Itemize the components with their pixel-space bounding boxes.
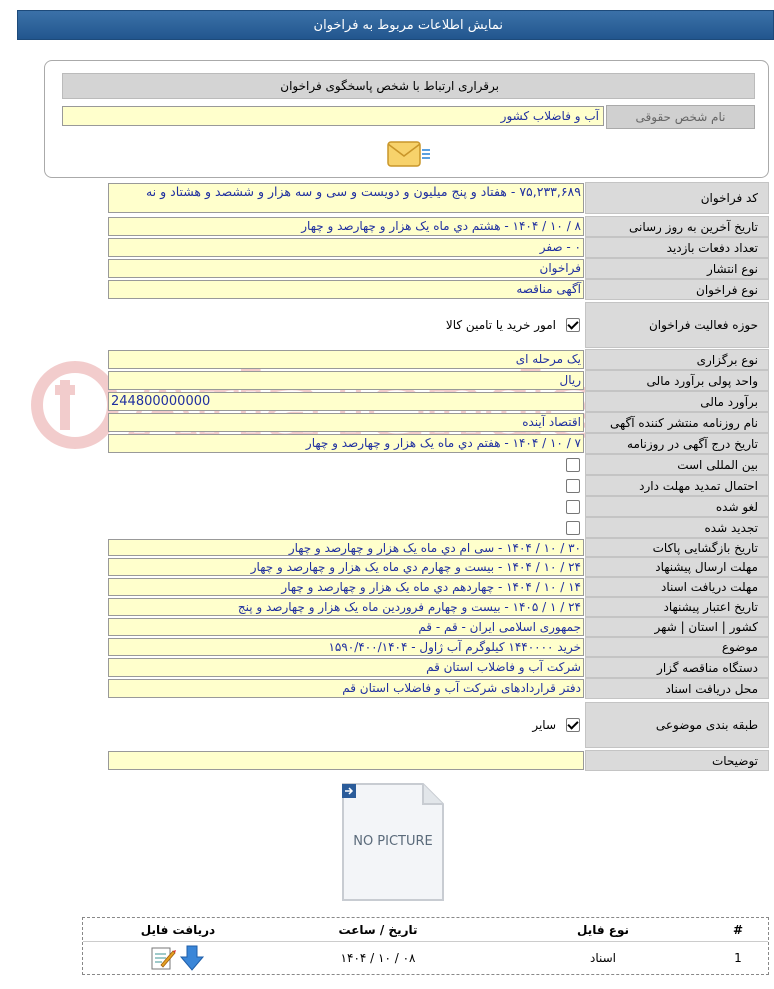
contact-heading (62, 73, 755, 99)
table-row (83, 942, 768, 975)
receive-place-label: محل دریافت اسناد (585, 678, 769, 699)
publish-type-value: فراخوان (108, 259, 584, 278)
renewed-area (108, 517, 584, 538)
organizer-label: دستگاه مناقصه گزار (585, 657, 769, 678)
last-update-label: تاریخ آخرین به روز رسانی (585, 216, 769, 237)
subject-value: خرید ۱۴۴۰۰۰۰ کیلوگرم آب ژاول - ۱۵۹۰/۴۰۰/۱۴۰۴ (108, 638, 584, 656)
row-category (108, 702, 769, 748)
row-open-date (108, 538, 769, 557)
location-value: جمهوری اسلامی ایران - قم - قم (108, 618, 584, 636)
currency-value: ریال (108, 371, 584, 390)
category-checkbox[interactable] (566, 718, 580, 732)
file-date: ۱۴۰۴ / ۱۰ / ۰۸ (340, 951, 416, 965)
last-update-value: ۸ / ۱۰ / ۱۴۰۴ - هشتم دي ماه یک هزار و چهارصد و چهار (108, 217, 584, 236)
row-renewed (108, 517, 769, 538)
category-value: سایر (532, 718, 556, 732)
activity-checkbox[interactable] (566, 318, 580, 332)
newspaper-value: اقتصاد آینده (108, 413, 584, 432)
row-hold-type (108, 349, 769, 370)
renewed-label: تجدید شده (585, 517, 769, 538)
currency-label: واحد پولی برآورد مالی (585, 370, 769, 391)
files-header-row (83, 918, 768, 942)
visits-label: تعداد دفعات بازدید (585, 237, 769, 258)
international-label: بین المللی است (585, 454, 769, 475)
category-label: طبقه بندی موضوعی (585, 702, 769, 748)
contact-panel (44, 60, 769, 178)
estimate-value: 244800000000 (108, 392, 584, 411)
doc-deadline-value: ۱۴ / ۱۰ / ۱۴۰۴ - چهاردهم دي ماه یک هزار و چهارصد و چهار (108, 578, 584, 596)
open-date-label: تاریخ بازگشایی پاکات (585, 538, 769, 557)
hold-type-label: نوع برگزاری (585, 349, 769, 370)
envelope-icon[interactable] (386, 139, 432, 171)
row-extension (108, 475, 769, 496)
no-picture-text: NO PICTURE (353, 834, 433, 849)
code-value: ۷۵,۲۳۳,۶۸۹ - هفتاد و پنج میلیون و دویست و سی و سه هزار و ششصد و هشتاد و نه (108, 183, 584, 213)
contact-heading-text: برقراری ارتباط با شخص پاسخگوی فراخوان (280, 79, 499, 93)
files-header-type: نوع فایل (577, 923, 629, 937)
cancelled-label: لغو شده (585, 496, 769, 517)
visits-value: ۰ - صفر (108, 238, 584, 257)
row-last-update (108, 216, 769, 237)
code-label: کد فراخوان (585, 182, 769, 214)
activity-label: حوزه فعالیت فراخوان (585, 302, 769, 348)
row-call-type (108, 279, 769, 300)
row-newspaper (108, 412, 769, 433)
file-num: 1 (734, 951, 742, 965)
publish-type-label: نوع انتشار (585, 258, 769, 279)
open-date-value: ۳۰ / ۱۰ / ۱۴۰۴ - سی ام دي ماه یک هزار و چهارصد و چهار (108, 539, 584, 556)
international-area (108, 454, 584, 475)
submit-deadline-value: ۲۴ / ۱۰ / ۱۴۰۴ - بیست و چهارم دي ماه یک هزار و چهارصد و چهار (108, 558, 584, 576)
extension-area (108, 475, 584, 496)
row-subject (108, 637, 769, 657)
hold-type-value: یک مرحله ای (108, 350, 584, 369)
subject-label: موضوع (585, 637, 769, 657)
row-doc-deadline (108, 577, 769, 597)
cancelled-area (108, 496, 584, 517)
location-label: کشور | استان | شهر (585, 617, 769, 637)
row-publish-type (108, 258, 769, 279)
row-estimate (108, 391, 769, 412)
international-checkbox[interactable] (566, 458, 580, 472)
category-area (108, 702, 584, 748)
download-arrow-icon[interactable] (179, 944, 205, 972)
row-visits (108, 237, 769, 258)
activity-value: امور خرید یا تامین کالا (445, 318, 556, 332)
call-type-label: نوع فراخوان (585, 279, 769, 300)
files-header-date: تاریخ / ساعت (338, 923, 418, 937)
extension-checkbox[interactable] (566, 479, 580, 493)
receive-place-value: دفتر قراردادهای شرکت آب و فاضلاب استان قم (108, 679, 584, 698)
notes-value (108, 751, 584, 770)
row-activity (108, 302, 769, 348)
legal-entity-value: آب و فاضلاب کشور (62, 106, 604, 126)
news-date-value: ۷ / ۱۰ / ۱۴۰۴ - هفتم دي ماه یک هزار و چهارصد و چهار (108, 434, 584, 453)
page-header (17, 10, 774, 40)
notes-label: توضیحات (585, 750, 769, 771)
newspaper-label: نام روزنامه منتشر کننده آگهی (585, 412, 769, 433)
row-code (108, 182, 769, 214)
files-table (82, 917, 769, 975)
row-notes (108, 750, 769, 771)
validity-label: تاریخ اعتبار پیشنهاد (585, 597, 769, 617)
renewed-checkbox[interactable] (566, 521, 580, 535)
row-international (108, 454, 769, 475)
edit-document-icon[interactable] (149, 945, 177, 971)
organizer-value: شرکت آب و فاضلاب استان قم (108, 658, 584, 677)
row-organizer (108, 657, 769, 678)
call-type-value: آگهی مناقصه (108, 280, 584, 299)
row-location (108, 617, 769, 637)
estimate-label: برآورد مالی (585, 391, 769, 412)
validity-value: ۲۴ / ۱ / ۱۴۰۵ - بیست و چهارم فروردین ماه یک هزار و چهارصد و پنج (108, 598, 584, 616)
row-submit-deadline (108, 557, 769, 577)
row-cancelled (108, 496, 769, 517)
file-type: اسناد (589, 951, 616, 965)
row-news-date (108, 433, 769, 454)
files-header-download: دریافت فایل (140, 923, 216, 937)
activity-area (108, 302, 584, 348)
row-validity (108, 597, 769, 617)
page-title: نمایش اطلاعات مربوط به فراخوان (313, 18, 503, 33)
row-receive-place (108, 678, 769, 699)
row-currency (108, 370, 769, 391)
files-header-num: # (732, 923, 744, 937)
no-picture-image (338, 782, 448, 902)
legal-entity-label: نام شخص حقوقی (606, 105, 755, 129)
news-date-label: تاریخ درج آگهی در روزنامه (585, 433, 769, 454)
extension-label: احتمال تمدید مهلت دارد (585, 475, 769, 496)
cancelled-checkbox[interactable] (566, 500, 580, 514)
doc-deadline-label: مهلت دریافت اسناد (585, 577, 769, 597)
submit-deadline-label: مهلت ارسال پیشنهاد (585, 557, 769, 577)
